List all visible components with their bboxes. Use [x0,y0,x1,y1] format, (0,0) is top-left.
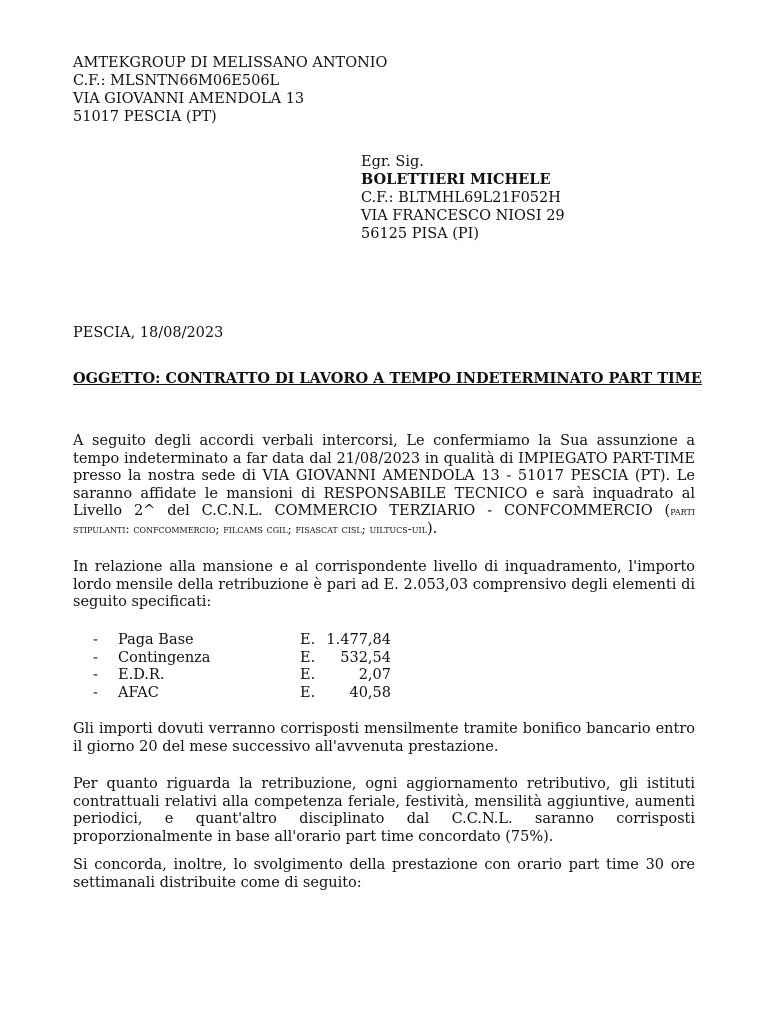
salary-item-dash: - [93,632,98,648]
salary-item-amount: 1.477,84 [326,632,391,648]
letter-subject: OGGETTO: CONTRATTO DI LAVORO A TEMPO INDETERMINATO PART TIME [73,370,702,387]
salary-item-currency: E. [300,632,316,648]
paragraph-hiring-text: A seguito degli accordi verbali intercorsi, Le confermiamo la Sua assunzione a tempo indeterminato a far data dal 21/08/2023 in qualità di IMPIEGATO PART-TIME presso la nostra sede di VIA GIOVANNI AMENDOLA 13 - 51017 PESCIA (PT). Le saranno affidate le mansioni di RESPONSABILE TECNICO e sarà inquadrato al Livello 2^ del C.C.N.L. COMMERCIO TERZIARIO - CONFCOMMERCIO ( [73,433,695,519]
paragraph-payment: Gli importi dovuti verranno corrisposti mensilmente tramite bonifico bancario entro il giorno 20 del mese successivo all'avvenuta prestazione. [73,721,695,755]
sender-tax-code: C.F.: MLSNTN66M06E506L [73,73,280,89]
salary-item [93,685,573,703]
salary-item-label: Contingenza [118,649,211,666]
salary-item-dash: - [93,649,98,666]
recipient-tax-code: C.F.: BLTMHL69L21F052H [361,190,561,206]
salary-item [93,650,573,668]
salary-item-amount: 532,54 [340,649,391,666]
salary-item-currency: E. [300,667,316,683]
salary-item-currency: E. [300,649,316,666]
salary-item-dash: - [93,667,98,683]
recipient-address: VIA FRANCESCO NIOSI 29 [361,208,565,224]
salary-item-amount: 2,07 [358,667,391,683]
letter-date: PESCIA, 18/08/2023 [73,325,224,341]
salary-items-list [93,632,573,702]
salary-item [93,667,573,685]
salary-item-dash: - [93,684,98,701]
salary-item-label: E.D.R. [118,667,165,683]
recipient-salutation: Egr. Sig. [361,154,424,170]
salary-item-label: AFAC [118,684,159,701]
salary-item-currency: E. [300,684,316,701]
recipient-city: 56125 PISA (PI) [361,226,480,242]
contract-parties: parti stipulanti: confcommercio; filcams cgil; fisascat cisl; uiltucs-uil [73,504,695,536]
paragraph-pro-rata: Per quanto riguarda la retribuzione, ogni aggiornamento retributivo, gli istituti contrattuali relativi alla competenza feriale, festività, mensilità aggiuntive, aumenti periodici, e quant'altro disciplinato dal C.C.N.L. saranno corrisposti proporzionalmente in base all'orario part time concordato (75%). [73,776,695,845]
recipient-name: BOLETTIERI MICHELE [361,171,551,188]
salary-item-amount: 40,58 [349,684,391,701]
sender-address: VIA GIOVANNI AMENDOLA 13 [73,91,305,107]
paragraph-hiring-end: ). [427,520,438,537]
paragraph-schedule: Si concorda, inoltre, lo svolgimento della prestazione con orario part time 30 ore settimanali distribuite come di seguito: [73,857,695,891]
sender-city: 51017 PESCIA (PT) [73,109,217,125]
paragraph-hiring [73,433,695,538]
salary-item [93,632,573,650]
sender-company: AMTEKGROUP DI MELISSANO ANTONIO [73,55,388,71]
sender-block [73,54,387,126]
paragraph-salary: In relazione alla mansione e al corrispondente livello di inquadramento, l'importo lordo mensile della retribuzione è pari ad E. 2.053,03 comprensivo degli elementi di seguito specificati: [73,559,695,610]
recipient-block [361,153,565,243]
salary-item-label: Paga Base [118,632,194,648]
